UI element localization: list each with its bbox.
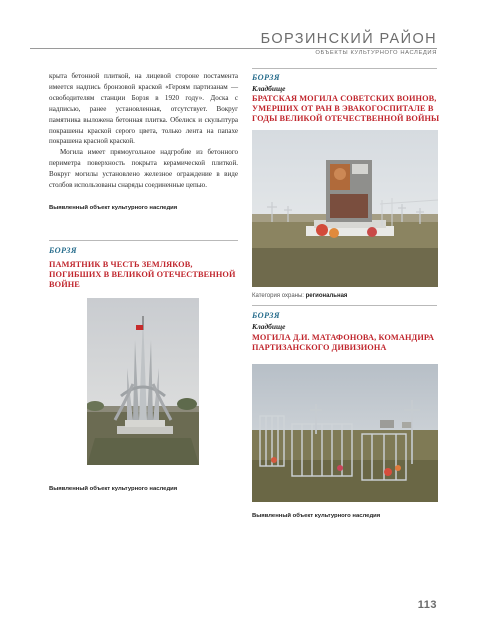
entry-title-line: ПАРТИЗАНСКОГО ДИВИЗИОНА: [252, 342, 387, 352]
heritage-note: Выявленный объект культурного наследия: [49, 486, 178, 492]
heritage-note: Выявленный объект культурного наследия: [252, 513, 381, 519]
entry-title: [252, 94, 452, 124]
entry-town: БОРЗЯ: [252, 73, 280, 82]
entry-title: [49, 260, 249, 290]
section-title: БОРЗИНСКИЙ РАЙОН: [260, 31, 437, 47]
paragraph: Могила имеет прямоугольное надгробие из бетонного периметра поверхность покрыта керамической плиткой. Вокруг могилы установлено железное ограждение в виде столбов использованы снаряды соединенные цепью.: [49, 148, 238, 190]
section-divider: [252, 68, 437, 69]
entry-title-line: ГОДЫ ВЕЛИКОЙ ОТЕЧЕСТВЕННОЙ ВОЙНЫ: [252, 113, 440, 123]
heritage-note: Выявленный объект культурного наследия: [49, 205, 178, 211]
entry-title-line: УМЕРШИХ ОТ РАН В ЭВАКОГОСПИТАЛЕ В: [252, 103, 434, 113]
entry-title-line: ПАМЯТНИК В ЧЕСТЬ ЗЕМЛЯКОВ,: [49, 260, 193, 269]
entry-title-line: МОГИЛА Д.И. МАТАФОНОВА, КОМАНДИРА: [252, 333, 435, 342]
entry-title: [252, 333, 452, 353]
page-number: 113: [417, 599, 437, 611]
entry-kind: Кладбище: [252, 84, 286, 93]
category-label: Категория охраны:: [252, 293, 304, 299]
entry-kind: Кладбище: [252, 322, 286, 331]
section-divider: [49, 240, 238, 241]
entry-town: БОРЗЯ: [49, 246, 77, 255]
paragraph: крыта бетонной плиткой, на лицевой стороне постамента имеется надпись бронзовой краской «Героям партизанам — освободителям станции Борзя в 1920 году». Доска с надписью, ранее установленная, отсутствует. Вокруг памятника выложена бетонная плитка. Обелиск и скульптура покрашены краской серого цвета, только лента на папахе покрашена красной краской.: [49, 72, 238, 146]
section-divider: [252, 305, 437, 306]
entry-title-line: ПОГИБШИХ В ВЕЛИКОЙ ОТЕЧЕСТВЕННОЙ: [49, 269, 236, 279]
monument-photo: [87, 298, 199, 465]
header-rule: [30, 48, 437, 49]
entry-title-line: ВОЙНЕ: [49, 279, 80, 289]
category-value: региональная: [305, 293, 348, 299]
left-body-text: [49, 71, 238, 191]
entry-title-line: БРАТСКАЯ МОГИЛА СОВЕТСКИХ ВОИНОВ,: [252, 94, 437, 103]
entry-town: БОРЗЯ: [252, 311, 280, 320]
mass-grave-photo: [252, 130, 438, 287]
section-subtitle: ОБЪЕКТЫ КУЛЬТУРНОГО НАСЛЕДИЯ: [315, 50, 437, 56]
protection-category: [252, 293, 347, 299]
grave-photo: [252, 364, 438, 502]
